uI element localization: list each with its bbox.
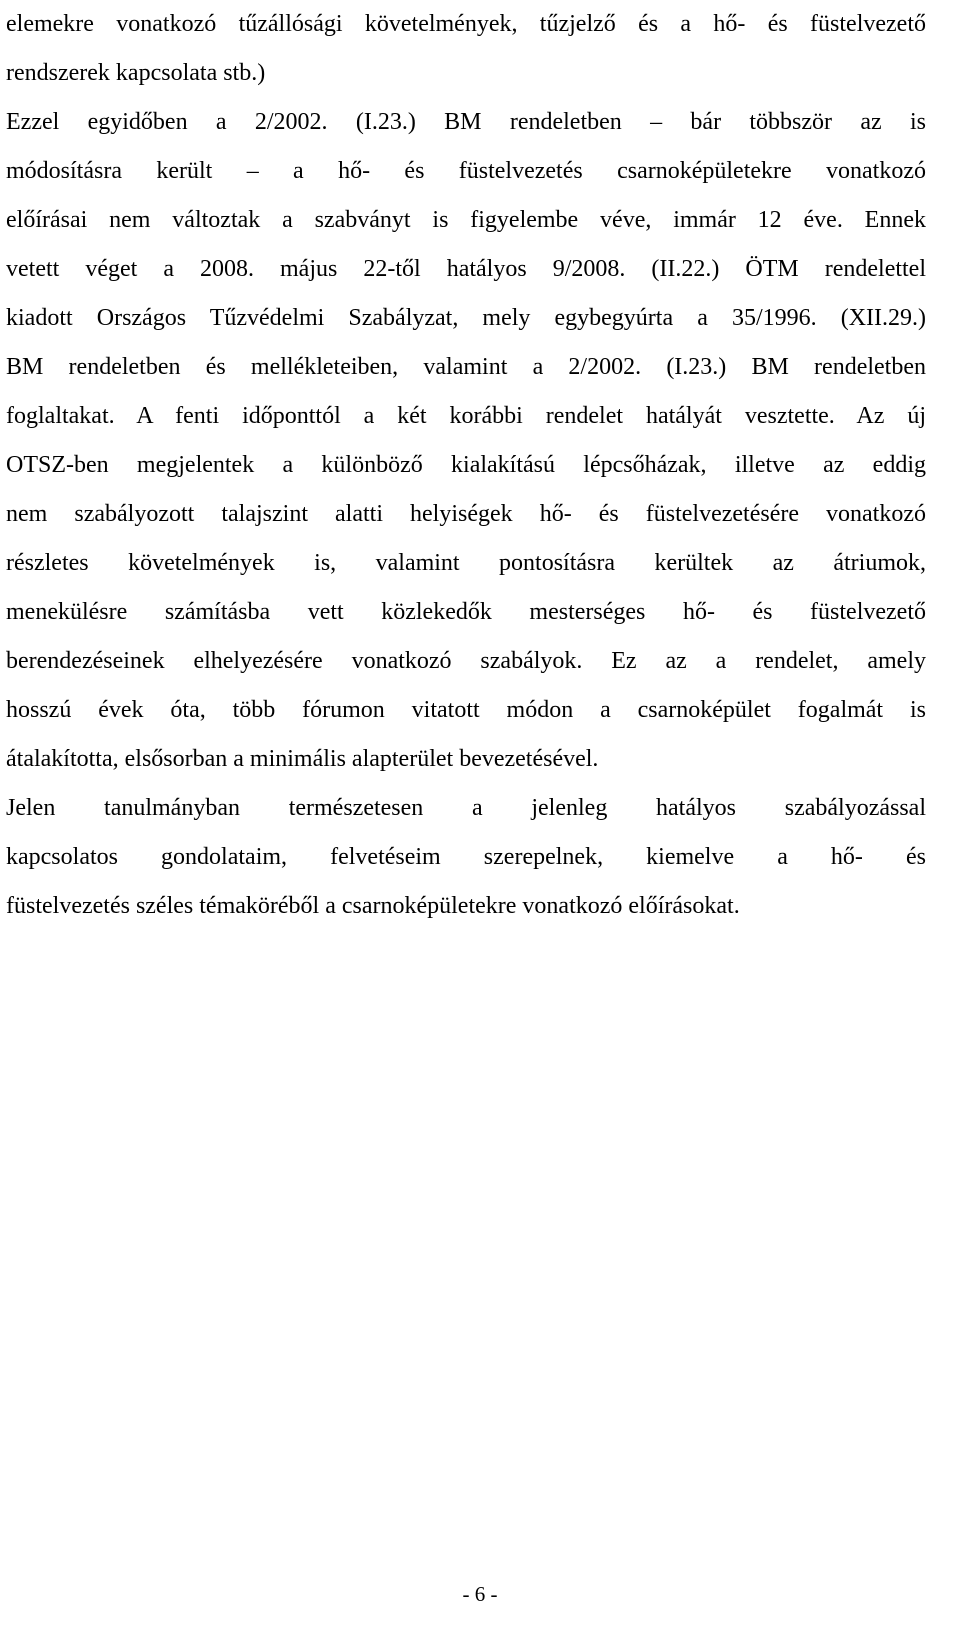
text-line: hosszú évek óta, több fórumon vitatott módon a csarnoképület fogalmát is xyxy=(6,697,926,723)
text-line: berendezéseinek elhelyezésére vonatkozó szabályok. Ez az a rendelet, amely xyxy=(6,648,926,674)
body-text xyxy=(6,0,926,931)
text-line: előírásai nem változtak a szabványt is figyelembe véve, immár 12 éve. Ennek xyxy=(6,207,926,233)
text-line: foglaltakat. A fenti időponttól a két korábbi rendelet hatályát vesztette. Az új xyxy=(6,403,926,429)
text-line: Jelen tanulmányban természetesen a jelenleg hatályos szabályozással xyxy=(6,795,926,821)
text-line: Ezzel egyidőben a 2/2002. (I.23.) BM rendeletben – bár többször az is xyxy=(6,109,926,135)
text-line: BM rendeletben és mellékleteiben, valamint a 2/2002. (I.23.) BM rendeletben xyxy=(6,354,926,380)
page-number: - 6 - xyxy=(462,1582,498,1606)
text-line: rendszerek kapcsolata stb.) xyxy=(6,60,266,86)
text-line: füstelvezetés széles témaköréből a csarnoképületekre vonatkozó előírásokat. xyxy=(6,893,740,919)
text-line: nem szabályozott talajszint alatti helyiségek hő- és füstelvezetésére vonatkozó xyxy=(6,501,926,527)
text-line: részletes követelmények is, valamint pontosításra kerültek az átriumok, xyxy=(6,550,926,576)
text-line: módosításra került – a hő- és füstelvezetés csarnoképületekre vonatkozó xyxy=(6,158,926,184)
text-line: OTSZ-ben megjelentek a különböző kialakítású lépcsőházak, illetve az eddig xyxy=(6,452,926,478)
text-line: vetett véget a 2008. május 22-től hatályos 9/2008. (II.22.) ÖTM rendelettel xyxy=(6,256,926,282)
text-line: menekülésre számításba vett közlekedők mesterséges hő- és füstelvezető xyxy=(6,599,926,625)
text-line: kiadott Országos Tűzvédelmi Szabályzat, mely egybegyúrta a 35/1996. (XII.29.) xyxy=(6,305,926,331)
text-line: elemekre vonatkozó tűzállósági követelmények, tűzjelző és a hő- és füstelvezető xyxy=(6,11,926,37)
text-line: kapcsolatos gondolataim, felvetéseim szerepelnek, kiemelve a hő- és xyxy=(6,844,926,870)
text-line: átalakította, elsősorban a minimális alapterület bevezetésével. xyxy=(6,746,599,772)
